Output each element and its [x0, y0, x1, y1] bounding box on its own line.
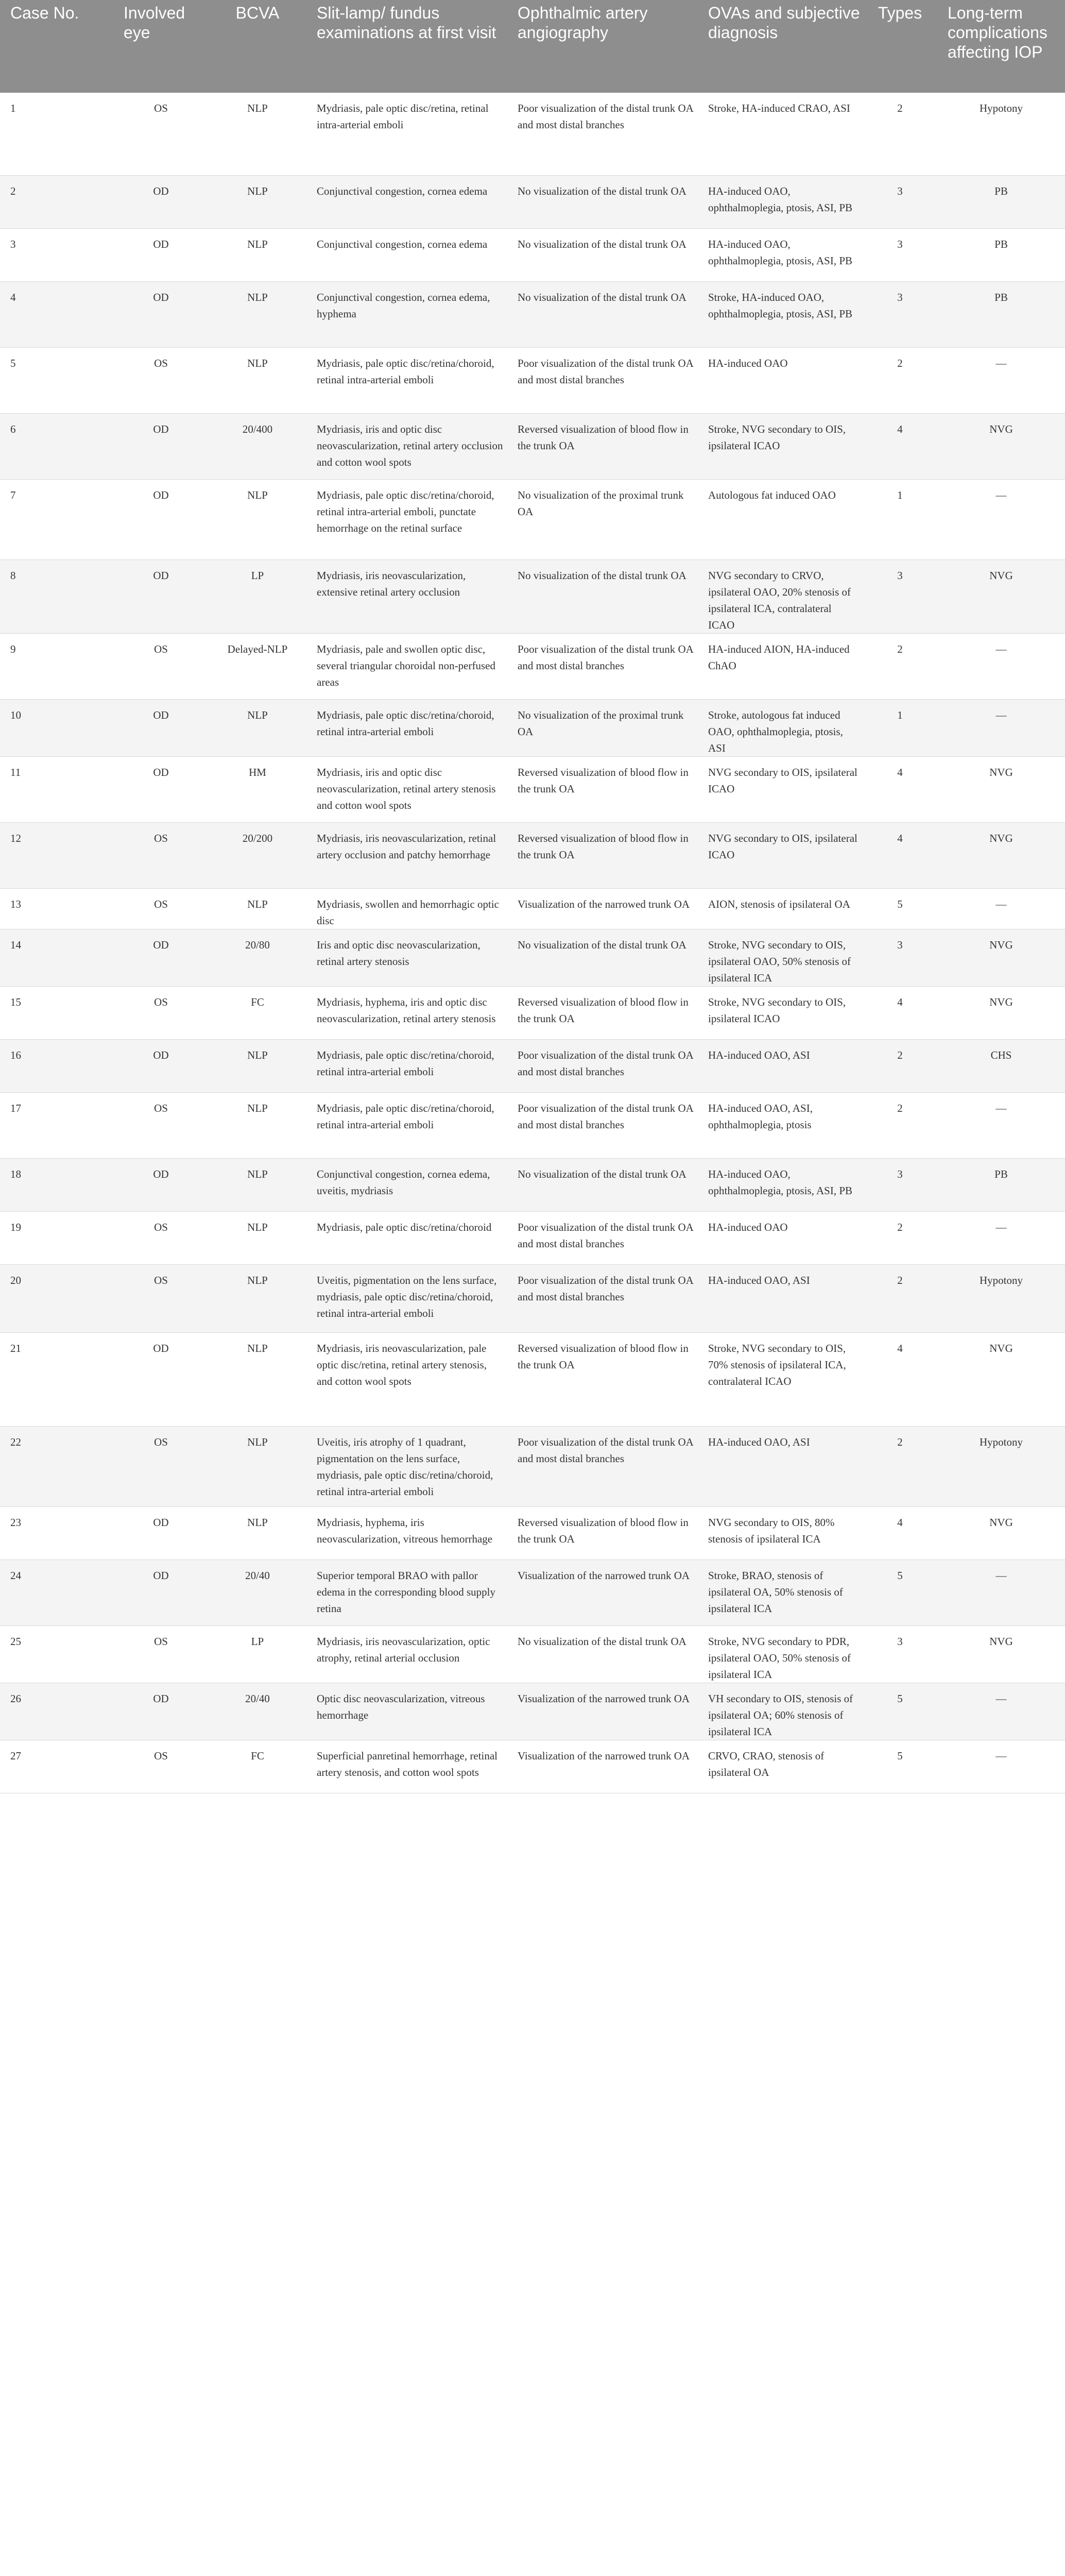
cell-angiography: Reversed visualization of blood flow in the trunk OA [507, 1332, 698, 1426]
header-involved-eye: Involved eye [113, 0, 209, 93]
cell-type: 4 [863, 1332, 937, 1426]
cell-type: 4 [863, 413, 937, 479]
cell-involved-eye: OD [113, 175, 209, 228]
table-row [0, 1264, 1065, 1332]
cell-ova-diagnosis: HA-induced OAO, ASI [698, 1264, 863, 1332]
cell-involved-eye: OD [113, 699, 209, 756]
cell-bcva: NLP [209, 347, 306, 413]
table-row [0, 228, 1065, 281]
cell-complication: — [937, 347, 1065, 413]
cell-slit-lamp: Conjunctival congestion, cornea edema, uveitis, mydriasis [306, 1158, 507, 1211]
cell-angiography: Visualization of the narrowed trunk OA [507, 1740, 698, 1793]
cell-ova-diagnosis: Stroke, NVG secondary to OIS, 70% stenosis of ipsilateral ICA, contralateral ICAO [698, 1332, 863, 1426]
cell-ova-diagnosis: HA-induced OAO, ASI [698, 1426, 863, 1506]
cell-bcva: NLP [209, 1332, 306, 1426]
cell-bcva: NLP [209, 228, 306, 281]
header-complications: Long-term complications affecting IOP [937, 0, 1065, 93]
cell-bcva: NLP [209, 281, 306, 347]
table-row [0, 822, 1065, 888]
cell-angiography: Reversed visualization of blood flow in the trunk OA [507, 822, 698, 888]
cell-bcva: NLP [209, 1211, 306, 1264]
cell-ova-diagnosis: NVG secondary to OIS, 80% stenosis of ipsilateral ICA [698, 1506, 863, 1560]
cell-case-no: 24 [0, 1560, 113, 1625]
cell-ova-diagnosis: HA-induced OAO [698, 1211, 863, 1264]
cell-complication: NVG [937, 1625, 1065, 1683]
cell-ova-diagnosis: VH secondary to OIS, stenosis of ipsilateral OA; 60% stenosis of ipsilateral ICA [698, 1683, 863, 1740]
cell-complication: PB [937, 228, 1065, 281]
cell-type: 2 [863, 1426, 937, 1506]
cell-case-no: 6 [0, 413, 113, 479]
cell-slit-lamp: Mydriasis, hyphema, iris neovascularization, vitreous hemorrhage [306, 1506, 507, 1560]
cell-case-no: 5 [0, 347, 113, 413]
cell-bcva: LP [209, 1625, 306, 1683]
cell-slit-lamp: Mydriasis, pale optic disc/retina/choroid, retinal intra-arterial emboli [306, 699, 507, 756]
header-row [0, 0, 1065, 93]
cell-slit-lamp: Conjunctival congestion, cornea edema [306, 175, 507, 228]
table-row [0, 1092, 1065, 1158]
cell-slit-lamp: Mydriasis, iris and optic disc neovascularization, retinal artery stenosis and cotton wool spots [306, 756, 507, 822]
cell-case-no: 25 [0, 1625, 113, 1683]
cell-complication: — [937, 479, 1065, 560]
cell-bcva: FC [209, 1740, 306, 1793]
cell-case-no: 19 [0, 1211, 113, 1264]
cell-case-no: 15 [0, 986, 113, 1039]
cell-involved-eye: OS [113, 93, 209, 175]
cell-slit-lamp: Mydriasis, pale optic disc/retina/choroid, retinal intra-arterial emboli, punctate hemorrhage on the retinal surface [306, 479, 507, 560]
cell-involved-eye: OD [113, 756, 209, 822]
cell-case-no: 1 [0, 93, 113, 175]
header-case-no: Case No. [0, 0, 113, 93]
cell-slit-lamp: Mydriasis, iris neovascularization, extensive retinal artery occlusion [306, 560, 507, 633]
table-row [0, 1625, 1065, 1683]
cell-bcva: 20/400 [209, 413, 306, 479]
cell-ova-diagnosis: NVG secondary to OIS, ipsilateral ICAO [698, 822, 863, 888]
cell-ova-diagnosis: HA-induced OAO, ophthalmoplegia, ptosis, ASI, PB [698, 1158, 863, 1211]
cell-angiography: Reversed visualization of blood flow in the trunk OA [507, 986, 698, 1039]
cell-involved-eye: OS [113, 1625, 209, 1683]
cell-complication: — [937, 1560, 1065, 1625]
cell-case-no: 17 [0, 1092, 113, 1158]
cell-complication: Hypotony [937, 1264, 1065, 1332]
cell-angiography: No visualization of the proximal trunk OA [507, 699, 698, 756]
cell-slit-lamp: Superior temporal BRAO with pallor edema in the corresponding blood supply retina [306, 1560, 507, 1625]
cell-complication: Hypotony [937, 1426, 1065, 1506]
cell-case-no: 8 [0, 560, 113, 633]
cell-complication: — [937, 1683, 1065, 1740]
cell-complication: NVG [937, 986, 1065, 1039]
cell-complication: — [937, 1740, 1065, 1793]
table-body [0, 93, 1065, 1793]
cell-slit-lamp: Mydriasis, iris neovascularization, optic atrophy, retinal arterial occlusion [306, 1625, 507, 1683]
cell-involved-eye: OS [113, 347, 209, 413]
cell-slit-lamp: Superficial panretinal hemorrhage, retinal artery stenosis, and cotton wool spots [306, 1740, 507, 1793]
cell-involved-eye: OS [113, 822, 209, 888]
table-row [0, 1506, 1065, 1560]
cell-ova-diagnosis: Stroke, HA-induced CRAO, ASI [698, 93, 863, 175]
cell-slit-lamp: Mydriasis, iris and optic disc neovascularization, retinal artery occlusion and cotton wool spots [306, 413, 507, 479]
cell-ova-diagnosis: HA-induced OAO, ASI [698, 1039, 863, 1092]
cell-complication: CHS [937, 1039, 1065, 1092]
cell-case-no: 20 [0, 1264, 113, 1332]
cell-case-no: 12 [0, 822, 113, 888]
cell-type: 3 [863, 228, 937, 281]
cell-involved-eye: OD [113, 560, 209, 633]
cell-ova-diagnosis: Stroke, NVG secondary to OIS, ipsilateral ICAO [698, 986, 863, 1039]
cell-type: 5 [863, 888, 937, 929]
cell-bcva: NLP [209, 1092, 306, 1158]
cell-slit-lamp: Mydriasis, swollen and hemorrhagic optic disc [306, 888, 507, 929]
cell-case-no: 2 [0, 175, 113, 228]
cell-bcva: 20/80 [209, 929, 306, 986]
cell-ova-diagnosis: NVG secondary to CRVO, ipsilateral OAO, 20% stenosis of ipsilateral ICA, contralateral ICAO [698, 560, 863, 633]
table-row [0, 756, 1065, 822]
cell-angiography: No visualization of the distal trunk OA [507, 175, 698, 228]
cell-involved-eye: OS [113, 1740, 209, 1793]
table-row [0, 1211, 1065, 1264]
cell-type: 2 [863, 93, 937, 175]
table-row [0, 1158, 1065, 1211]
cell-bcva: NLP [209, 699, 306, 756]
cell-complication: NVG [937, 929, 1065, 986]
cell-bcva: FC [209, 986, 306, 1039]
cell-complication: — [937, 1211, 1065, 1264]
cell-angiography: No visualization of the proximal trunk OA [507, 479, 698, 560]
cell-case-no: 26 [0, 1683, 113, 1740]
cell-ova-diagnosis: CRVO, CRAO, stenosis of ipsilateral OA [698, 1740, 863, 1793]
cell-ova-diagnosis: AION, stenosis of ipsilateral OA [698, 888, 863, 929]
cell-slit-lamp: Uveitis, iris atrophy of 1 quadrant, pigmentation on the lens surface, mydriasis, pale optic disc/retina/choroid, retinal intra-arterial emboli [306, 1426, 507, 1506]
cell-case-no: 10 [0, 699, 113, 756]
cell-case-no: 16 [0, 1039, 113, 1092]
cell-case-no: 22 [0, 1426, 113, 1506]
cell-case-no: 4 [0, 281, 113, 347]
cell-ova-diagnosis: Stroke, autologous fat induced OAO, ophthalmoplegia, ptosis, ASI [698, 699, 863, 756]
table-row [0, 1426, 1065, 1506]
header-bcva: BCVA [209, 0, 306, 93]
cell-type: 3 [863, 929, 937, 986]
cell-bcva: LP [209, 560, 306, 633]
cell-complication: — [937, 699, 1065, 756]
cell-type: 3 [863, 281, 937, 347]
table-row [0, 1332, 1065, 1426]
table-row [0, 560, 1065, 633]
cell-involved-eye: OD [113, 1560, 209, 1625]
cell-type: 5 [863, 1683, 937, 1740]
cell-angiography: Poor visualization of the distal trunk OA and most distal branches [507, 1211, 698, 1264]
cell-complication: — [937, 888, 1065, 929]
cell-bcva: NLP [209, 479, 306, 560]
cell-angiography: No visualization of the distal trunk OA [507, 1625, 698, 1683]
cell-involved-eye: OS [113, 1092, 209, 1158]
cell-ova-diagnosis: HA-induced AION, HA-induced ChAO [698, 633, 863, 699]
cell-complication: NVG [937, 822, 1065, 888]
cell-type: 2 [863, 1264, 937, 1332]
cell-type: 3 [863, 175, 937, 228]
cell-type: 2 [863, 633, 937, 699]
cell-bcva: NLP [209, 1426, 306, 1506]
cell-angiography: No visualization of the distal trunk OA [507, 1158, 698, 1211]
cell-involved-eye: OD [113, 281, 209, 347]
cell-angiography: No visualization of the distal trunk OA [507, 929, 698, 986]
cell-ova-diagnosis: HA-induced OAO [698, 347, 863, 413]
cell-ova-diagnosis: Stroke, HA-induced OAO, ophthalmoplegia, ptosis, ASI, PB [698, 281, 863, 347]
cell-ova-diagnosis: HA-induced OAO, ophthalmoplegia, ptosis, ASI, PB [698, 228, 863, 281]
table-row [0, 175, 1065, 228]
cell-complication: NVG [937, 1506, 1065, 1560]
cell-slit-lamp: Mydriasis, pale optic disc/retina, retinal intra-arterial emboli [306, 93, 507, 175]
cell-bcva: HM [209, 756, 306, 822]
cell-angiography: Poor visualization of the distal trunk OA and most distal branches [507, 93, 698, 175]
cell-bcva: Delayed-NLP [209, 633, 306, 699]
cell-ova-diagnosis: HA-induced OAO, ophthalmoplegia, ptosis, ASI, PB [698, 175, 863, 228]
cell-type: 5 [863, 1740, 937, 1793]
cell-case-no: 21 [0, 1332, 113, 1426]
cell-type: 4 [863, 1506, 937, 1560]
cell-complication: PB [937, 1158, 1065, 1211]
cell-slit-lamp: Mydriasis, pale optic disc/retina/choroid [306, 1211, 507, 1264]
cell-complication: Hypotony [937, 93, 1065, 175]
cell-angiography: Reversed visualization of blood flow in the trunk OA [507, 1506, 698, 1560]
cell-involved-eye: OS [113, 633, 209, 699]
cell-ova-diagnosis: HA-induced OAO, ASI, ophthalmoplegia, ptosis [698, 1092, 863, 1158]
cell-angiography: Poor visualization of the distal trunk OA and most distal branches [507, 1092, 698, 1158]
header-slit-lamp: Slit-lamp/ fundus examinations at first visit [306, 0, 507, 93]
cell-complication: PB [937, 281, 1065, 347]
cell-bcva: NLP [209, 1506, 306, 1560]
cell-complication: — [937, 1092, 1065, 1158]
cell-slit-lamp: Uveitis, pigmentation on the lens surface, mydriasis, pale optic disc/retina/choroid, retinal intra-arterial emboli [306, 1264, 507, 1332]
cell-involved-eye: OD [113, 1332, 209, 1426]
cell-involved-eye: OS [113, 1211, 209, 1264]
table-row [0, 633, 1065, 699]
cell-type: 1 [863, 479, 937, 560]
cell-bcva: NLP [209, 93, 306, 175]
cell-complication: NVG [937, 560, 1065, 633]
cell-bcva: 20/40 [209, 1683, 306, 1740]
header-angiography: Ophthalmic artery angiography [507, 0, 698, 93]
cell-bcva: NLP [209, 888, 306, 929]
table-row [0, 93, 1065, 175]
cell-case-no: 7 [0, 479, 113, 560]
cell-type: 1 [863, 699, 937, 756]
cell-slit-lamp: Conjunctival congestion, cornea edema, hyphema [306, 281, 507, 347]
cell-case-no: 23 [0, 1506, 113, 1560]
cell-angiography: No visualization of the distal trunk OA [507, 560, 698, 633]
cell-bcva: 20/40 [209, 1560, 306, 1625]
cell-bcva: NLP [209, 1158, 306, 1211]
cell-type: 3 [863, 1625, 937, 1683]
table-row [0, 479, 1065, 560]
table-row [0, 1683, 1065, 1740]
cell-slit-lamp: Conjunctival congestion, cornea edema [306, 228, 507, 281]
cell-involved-eye: OD [113, 1158, 209, 1211]
cell-angiography: Reversed visualization of blood flow in the trunk OA [507, 756, 698, 822]
cell-involved-eye: OD [113, 1683, 209, 1740]
cell-bcva: NLP [209, 1039, 306, 1092]
cell-complication: NVG [937, 413, 1065, 479]
cell-angiography: No visualization of the distal trunk OA [507, 281, 698, 347]
table-row [0, 699, 1065, 756]
cell-type: 4 [863, 822, 937, 888]
cell-type: 4 [863, 756, 937, 822]
cell-case-no: 27 [0, 1740, 113, 1793]
cell-ova-diagnosis: Stroke, BRAO, stenosis of ipsilateral OA, 50% stenosis of ipsilateral ICA [698, 1560, 863, 1625]
cell-slit-lamp: Mydriasis, pale and swollen optic disc, several triangular choroidal non-perfused areas [306, 633, 507, 699]
table-row [0, 1039, 1065, 1092]
cell-angiography: Poor visualization of the distal trunk OA and most distal branches [507, 1039, 698, 1092]
cell-slit-lamp: Mydriasis, hyphema, iris and optic disc neovascularization, retinal artery stenosis [306, 986, 507, 1039]
cell-slit-lamp: Optic disc neovascularization, vitreous hemorrhage [306, 1683, 507, 1740]
cell-angiography: Visualization of the narrowed trunk OA [507, 1560, 698, 1625]
table-row [0, 929, 1065, 986]
cell-type: 4 [863, 986, 937, 1039]
cell-angiography: Reversed visualization of blood flow in the trunk OA [507, 413, 698, 479]
cell-slit-lamp: Iris and optic disc neovascularization, retinal artery stenosis [306, 929, 507, 986]
cell-complication: — [937, 633, 1065, 699]
table-row [0, 1740, 1065, 1793]
cell-bcva: NLP [209, 1264, 306, 1332]
cell-involved-eye: OS [113, 888, 209, 929]
cell-ova-diagnosis: Autologous fat induced OAO [698, 479, 863, 560]
cell-involved-eye: OD [113, 1039, 209, 1092]
cell-involved-eye: OD [113, 929, 209, 986]
table-row [0, 347, 1065, 413]
cell-involved-eye: OS [113, 986, 209, 1039]
cell-angiography: Poor visualization of the distal trunk OA and most distal branches [507, 633, 698, 699]
header-types: Types [863, 0, 937, 93]
cell-slit-lamp: Mydriasis, iris neovascularization, pale optic disc/retina, retinal artery stenosis, and cotton wool spots [306, 1332, 507, 1426]
cell-case-no: 13 [0, 888, 113, 929]
header-ova-diagnosis: OVAs and subjective diagnosis [698, 0, 863, 93]
cell-angiography: Visualization of the narrowed trunk OA [507, 888, 698, 929]
cell-type: 3 [863, 560, 937, 633]
table-row [0, 413, 1065, 479]
cell-case-no: 11 [0, 756, 113, 822]
cell-type: 2 [863, 347, 937, 413]
cell-type: 2 [863, 1092, 937, 1158]
cell-bcva: NLP [209, 175, 306, 228]
cell-case-no: 18 [0, 1158, 113, 1211]
cell-type: 3 [863, 1158, 937, 1211]
cell-involved-eye: OD [113, 413, 209, 479]
cell-slit-lamp: Mydriasis, iris neovascularization, retinal artery occlusion and patchy hemorrhage [306, 822, 507, 888]
cell-complication: NVG [937, 1332, 1065, 1426]
cell-angiography: No visualization of the distal trunk OA [507, 228, 698, 281]
cell-involved-eye: OD [113, 228, 209, 281]
cell-case-no: 14 [0, 929, 113, 986]
cell-angiography: Poor visualization of the distal trunk OA and most distal branches [507, 1426, 698, 1506]
cell-case-no: 3 [0, 228, 113, 281]
cell-involved-eye: OS [113, 1264, 209, 1332]
cell-type: 5 [863, 1560, 937, 1625]
cell-ova-diagnosis: Stroke, NVG secondary to OIS, ipsilateral OAO, 50% stenosis of ipsilateral ICA [698, 929, 863, 986]
cell-involved-eye: OS [113, 1426, 209, 1506]
cell-slit-lamp: Mydriasis, pale optic disc/retina/choroid, retinal intra-arterial emboli [306, 1092, 507, 1158]
cell-complication: PB [937, 175, 1065, 228]
cell-complication: NVG [937, 756, 1065, 822]
table-row [0, 281, 1065, 347]
cell-ova-diagnosis: NVG secondary to OIS, ipsilateral ICAO [698, 756, 863, 822]
cell-slit-lamp: Mydriasis, pale optic disc/retina/choroid, retinal intra-arterial emboli [306, 1039, 507, 1092]
cell-ova-diagnosis: Stroke, NVG secondary to OIS, ipsilateral ICAO [698, 413, 863, 479]
cell-ova-diagnosis: Stroke, NVG secondary to PDR, ipsilateral OAO, 50% stenosis of ipsilateral ICA [698, 1625, 863, 1683]
cell-angiography: Visualization of the narrowed trunk OA [507, 1683, 698, 1740]
cell-angiography: Poor visualization of the distal trunk OA and most distal branches [507, 347, 698, 413]
cell-bcva: 20/200 [209, 822, 306, 888]
cell-type: 2 [863, 1211, 937, 1264]
cell-type: 2 [863, 1039, 937, 1092]
cell-case-no: 9 [0, 633, 113, 699]
table-row [0, 986, 1065, 1039]
cell-involved-eye: OD [113, 479, 209, 560]
cell-involved-eye: OD [113, 1506, 209, 1560]
table-row [0, 1560, 1065, 1625]
cell-slit-lamp: Mydriasis, pale optic disc/retina/choroid, retinal intra-arterial emboli [306, 347, 507, 413]
cell-angiography: Poor visualization of the distal trunk OA and most distal branches [507, 1264, 698, 1332]
table-row [0, 888, 1065, 929]
